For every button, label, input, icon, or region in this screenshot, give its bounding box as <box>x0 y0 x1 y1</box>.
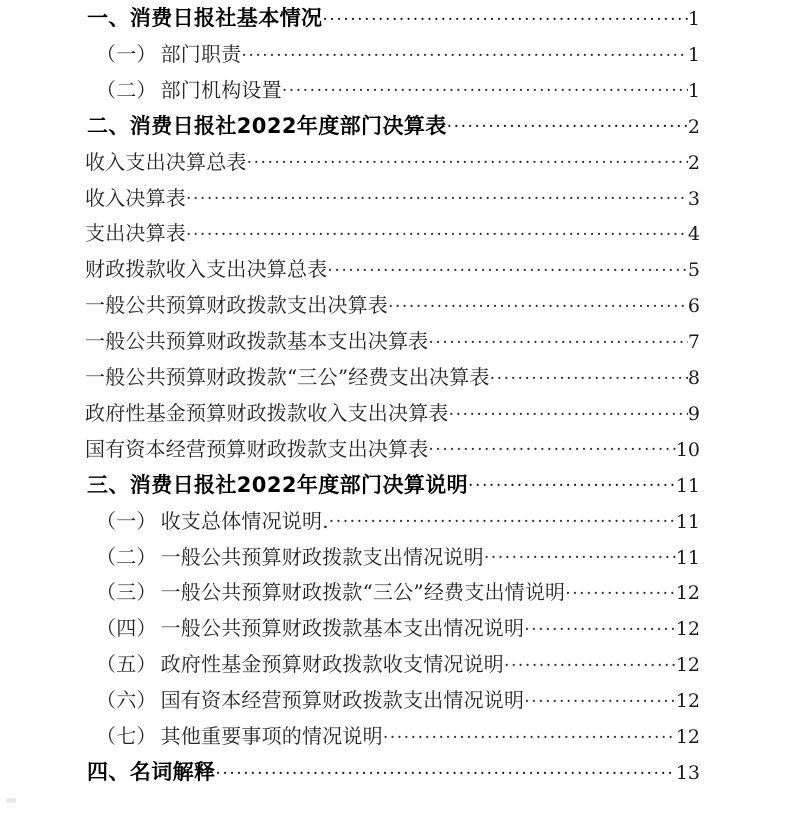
toc-entry[interactable] <box>0 295 785 331</box>
toc-entry[interactable] <box>0 508 785 547</box>
toc-entry-title: （二） 一般公共预算财政拨款支出情况说明 <box>96 544 484 569</box>
toc-entry[interactable] <box>0 759 785 798</box>
toc-entry-page-number: 2 <box>687 115 700 138</box>
toc-entry-page-number: 13 <box>675 761 700 784</box>
toc-entry-title: （一） 收支总体情况说明. <box>96 508 329 533</box>
dot-leader <box>383 727 676 743</box>
toc-entry-title: 一般公共预算财政拨款“三公”经费支出决算表 <box>85 365 490 389</box>
toc-entry-title: 一般公共预算财政拨款基本支出决算表 <box>85 329 429 354</box>
toc-entry-title: （二） 部门机构设置 <box>96 77 282 102</box>
toc-entry-page-number: 11 <box>675 474 700 497</box>
toc-entry[interactable] <box>0 618 785 654</box>
dot-leader <box>186 189 688 205</box>
toc-entry[interactable] <box>0 436 785 475</box>
toc-entry[interactable] <box>0 185 785 224</box>
toc-entry-page-number: 2 <box>687 151 700 174</box>
toc-entry[interactable] <box>0 41 785 80</box>
toc-entry-page-number: 11 <box>675 510 700 533</box>
toc-entry[interactable] <box>0 259 785 295</box>
dot-leader <box>282 81 688 97</box>
dot-leader <box>449 404 688 420</box>
dot-leader <box>447 117 688 133</box>
toc-entry[interactable] <box>0 367 785 403</box>
toc-entry[interactable] <box>0 690 785 726</box>
toc-entry[interactable] <box>0 544 785 583</box>
toc-entry[interactable] <box>0 726 785 762</box>
toc-entry[interactable] <box>0 654 785 690</box>
toc-entry-page-number: 1 <box>687 79 700 102</box>
dot-leader <box>388 296 688 312</box>
toc-entry-page-number: 11 <box>675 546 700 569</box>
toc-entry-page-number: 12 <box>675 582 700 605</box>
toc-entry-page-number: 10 <box>675 438 700 461</box>
toc-entry-page-number: 7 <box>687 331 700 354</box>
toc-entry-page-number: 12 <box>675 690 700 713</box>
dot-leader <box>322 9 688 25</box>
toc-entry-page-number: 8 <box>687 367 700 389</box>
dot-leader <box>504 655 676 671</box>
dot-leader <box>215 763 675 779</box>
toc-entry-title: 收入决算表 <box>85 185 186 210</box>
toc-entry-title: 二、消费日报社2022年度部门决算表 <box>87 113 447 138</box>
toc-entry-title: （四） 一般公共预算财政拨款基本支出情况说明 <box>96 616 525 641</box>
toc-entry[interactable] <box>0 331 785 367</box>
dot-leader <box>484 548 676 564</box>
toc-entry-page-number: 4 <box>687 223 700 246</box>
toc-entry-title: 国有资本经营预算财政拨款支出决算表 <box>85 436 429 461</box>
toc-entry-title: 收入支出决算总表 <box>85 149 247 174</box>
toc-entry[interactable] <box>0 223 785 259</box>
toc-entry-page-number: 1 <box>687 43 700 66</box>
dot-leader <box>428 332 688 348</box>
dot-leader <box>241 45 687 61</box>
dot-leader <box>327 260 688 276</box>
toc-entry[interactable] <box>0 472 785 511</box>
toc-entry-page-number: 5 <box>687 259 700 282</box>
toc-entry-title: 财政拨款收入支出决算总表 <box>85 257 328 282</box>
dot-leader <box>247 153 688 169</box>
toc-entry-title: 一般公共预算财政拨款支出决算表 <box>85 293 388 318</box>
toc-entry[interactable] <box>0 8 785 44</box>
toc-entry-page-number: 3 <box>687 187 700 210</box>
toc-entry-title: 政府性基金预算财政拨款收入支出决算表 <box>85 400 449 425</box>
toc-entry-title: （一） 部门职责 <box>96 41 242 66</box>
dot-leader <box>524 691 676 707</box>
dot-leader <box>524 619 676 635</box>
toc-entry-page-number: 12 <box>675 654 700 677</box>
toc-entry-title: （五） 政府性基金预算财政拨款收支情况说明 <box>96 652 505 677</box>
toc-entry-title: （三） 一般公共预算财政拨款“三公”经费支出情说明 <box>96 580 566 605</box>
toc-entry-page-number: 9 <box>687 402 700 425</box>
toc-entry-title: 一、消费日报社基本情况 <box>87 6 323 30</box>
toc-entry-title: 三、消费日报社2022年度部门决算说明 <box>87 472 469 497</box>
toc-entry-page-number: 6 <box>687 295 700 318</box>
toc-entry[interactable] <box>0 400 785 439</box>
dot-leader <box>490 368 688 384</box>
dot-leader <box>565 583 676 599</box>
toc-entry-page-number: 12 <box>675 618 700 641</box>
toc-entry[interactable] <box>0 113 785 152</box>
toc-entry-title: 四、名词解释 <box>87 759 216 784</box>
scan-artifact <box>6 798 16 803</box>
toc-entry[interactable] <box>0 582 785 618</box>
dot-leader <box>186 224 688 240</box>
toc-entry[interactable] <box>0 149 785 188</box>
toc-entry-page-number: 1 <box>687 8 700 30</box>
toc-entry-page-number: 12 <box>675 726 700 748</box>
dot-leader <box>329 512 676 528</box>
toc-entry-title: 支出决算表 <box>85 221 186 246</box>
dot-leader <box>468 476 676 492</box>
dot-leader <box>428 440 675 456</box>
toc-entry-title: （六） 国有资本经营预算财政拨款支出情况说明 <box>96 688 525 713</box>
toc-entry-title: （七） 其他重要事项的情况说明 <box>96 724 383 748</box>
toc-entry[interactable] <box>0 77 785 116</box>
